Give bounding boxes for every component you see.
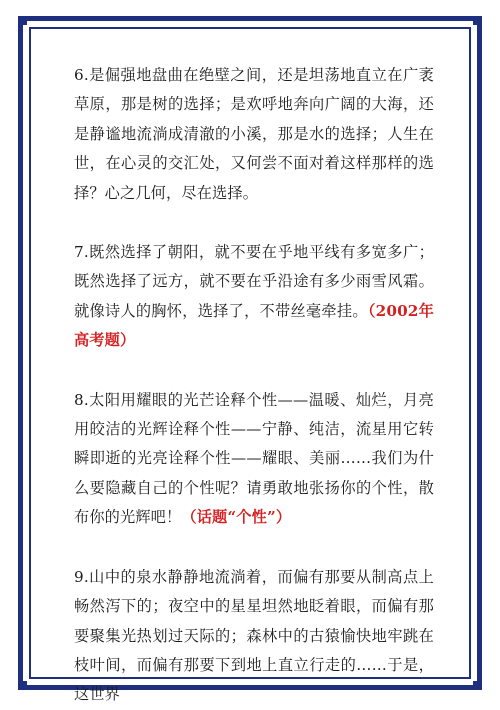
paragraph-text: 7.既然选择了朝阳，就不要在乎地平线有多宽多广；既然选择了远方，就不要在乎沿途有多少雨雪风霜。就像诗人的胸怀，选择了，不带丝毫牵挂。 xyxy=(74,243,434,320)
source-note: （话题“个性”） xyxy=(181,508,292,527)
paragraph-6 xyxy=(74,61,434,208)
border-corner-bottom-left xyxy=(18,681,27,690)
border-corner-top-left xyxy=(18,16,27,25)
document-body xyxy=(74,61,434,710)
paragraph-text: 8.太阳用耀眼的光芒诠释个性——温暖、灿烂，月亮用皎洁的光辉诠释个性——宁静、纯洁，流星用它转瞬即逝的光亮诠释个性——耀眼、美丽……我们为什么要隐藏自己的个性呢？请勇敢地张扬你的个性，散布你的光辉吧！ xyxy=(74,390,434,527)
paragraph-9 xyxy=(74,563,434,710)
border-corner-bottom-right xyxy=(473,681,482,690)
paragraph-7 xyxy=(74,238,434,356)
paragraph-8 xyxy=(74,386,434,533)
border-corner-top-right xyxy=(473,16,482,25)
source-note: （2002年高考题） xyxy=(74,301,434,350)
paragraph-text: 6.是倔强地盘曲在绝壁之间，还是坦荡地直立在广袤草原，那是树的选择；是欢呼地奔向广阔的大海，还是静谧地流淌成清澈的小溪，那是水的选择；人生在世，在心灵的交汇处，又何尝不面对着这样那样的选择？心之几何，尽在选择。 xyxy=(74,66,434,202)
paragraph-text: 9.山中的泉水静静地流淌着，而偏有那要从制高点上畅然泻下的；夜空中的星星坦然地眨着眼，而偏有那要聚集光热划过天际的；森林中的古猿愉快地牢跳在枝叶间，而偏有那要下到地上直立行走的……于是，这世界 xyxy=(74,567,434,704)
